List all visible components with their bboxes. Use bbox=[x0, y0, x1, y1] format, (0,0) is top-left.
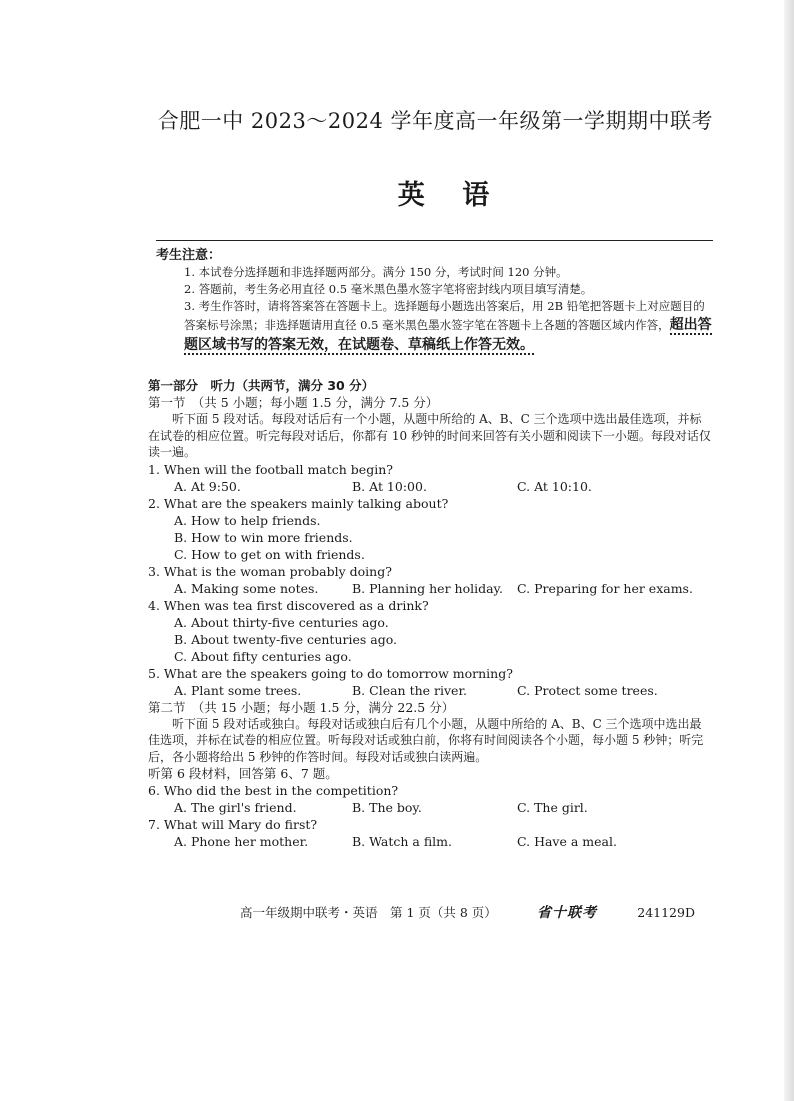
option-c: C. At 10:10. bbox=[517, 478, 592, 494]
option-a: A. Plant some trees. bbox=[174, 682, 302, 698]
option-a: A. Making some notes. bbox=[174, 580, 319, 596]
option-b: B. About twenty-five centuries ago. bbox=[174, 631, 397, 647]
notice-emphasis: 超出答题区域书写的答案无效，在试题卷、草稿纸上作答无效。 bbox=[184, 317, 712, 353]
notice-title: 考生注意： bbox=[156, 248, 222, 263]
option-b: B. How to win more friends. bbox=[174, 529, 353, 545]
option-a: A. How to help friends. bbox=[174, 512, 321, 528]
option-c: C. About fifty centuries ago. bbox=[174, 648, 352, 664]
option-a: A. At 9:50. bbox=[174, 478, 241, 494]
question-text: 2. What are the speakers mainly talking about? bbox=[148, 495, 449, 511]
option-c: C. How to get on with friends. bbox=[174, 546, 365, 562]
exam-title: 合肥一中 2023～2024 学年度高一年级第一学期期中联考 bbox=[157, 109, 713, 133]
page-footer bbox=[240, 902, 695, 922]
section1-title: 第一节 （共 5 小题；每小题 1.5 分，满分 7.5 分） bbox=[148, 395, 439, 410]
section1-instructions: 听下面 5 段对话。每段对话后有一个小题，从题中所给的 A、B、C 三个选项中选出最佳选项，并标在试卷的相应位置。听完每段对话后，你都有 10 秒钟的时间来回答有关小题和阅读下一小题。每段对话仅读一遍。 bbox=[148, 412, 711, 459]
option-a: A. Phone her mother. bbox=[174, 834, 309, 849]
option-c: C. The girl. bbox=[517, 800, 588, 815]
option-c: C. Preparing for her exams. bbox=[517, 580, 693, 596]
option-a: A. The girl's friend. bbox=[174, 800, 297, 815]
material-note: 听第 6 段材料，回答第 6、7 题。 bbox=[148, 766, 338, 781]
subject-title: 英 语 bbox=[397, 180, 504, 211]
section2-instructions: 听下面 5 段对话或独白。每段对话或独白后有几个小题，从题中所给的 A、B、C 三个选项中选出最佳选项，并标在试卷的相应位置。听每段对话或独白前，你将有时间阅读各个小题，每小题 5 秒钟；听完后，各小题将给出 5 秒钟的作答时间。每段对话或独白读两遍。 bbox=[148, 716, 704, 764]
question-text: 5. What are the speakers going to do tomorrow morning? bbox=[148, 665, 513, 681]
question-text: 7. What will Mary do first? bbox=[148, 817, 318, 832]
section2-title: 第二节 （共 15 小题；每小题 1.5 分，满分 22.5 分） bbox=[148, 699, 455, 715]
part1-title: 第一部分 听力（共两节，满分 30 分） bbox=[148, 378, 375, 393]
part1-listening bbox=[148, 377, 713, 850]
footer-page-info: 高一年级期中联考・英语 第 1 页（共 8 页） bbox=[240, 905, 497, 920]
option-b: B. At 10:00. bbox=[352, 478, 427, 494]
question-6 bbox=[148, 782, 713, 816]
scan-edge bbox=[784, 0, 794, 1101]
notice-item-3 bbox=[156, 298, 713, 355]
exam-page bbox=[148, 95, 713, 850]
notice-item-3-text: 3. 考生作答时，请将答案答在答题卡上。选择题每小题选出答案后，用 2B 铅笔把答题卡上对应题目的答案标号涂黑；非选择题请用直径 0.5 毫米黑色墨水签字笔在答题卡上各题的答题区域内作答， bbox=[184, 299, 705, 332]
options-row bbox=[148, 580, 713, 597]
footer-code: 241129D bbox=[637, 904, 695, 920]
question-7 bbox=[148, 816, 713, 850]
option-c: C. Have a meal. bbox=[517, 834, 617, 849]
options-row bbox=[148, 682, 713, 699]
header-rule bbox=[156, 240, 713, 241]
notice-item-1: 1. 本试卷分选择题和非选择题两部分。满分 150 分，考试时间 120 分钟。 bbox=[184, 265, 568, 279]
question-text: 3. What is the woman probably doing? bbox=[148, 563, 392, 579]
options-row bbox=[148, 833, 713, 850]
options-row bbox=[148, 799, 713, 816]
question-text: 1. When will the football match begin? bbox=[148, 461, 393, 477]
option-b: B. The boy. bbox=[352, 800, 422, 815]
option-b: B. Clean the river. bbox=[352, 682, 468, 698]
notice-item-2: 2. 答题前，考生务必用直径 0.5 毫米黑色墨水签字笔将密封线内项目填写清楚。 bbox=[184, 282, 593, 296]
option-b: B. Planning her holiday. bbox=[352, 580, 503, 596]
question-3 bbox=[148, 563, 713, 597]
question-5 bbox=[148, 665, 713, 699]
footer-stamp: 省十联考 bbox=[537, 905, 598, 921]
question-text: 4. When was tea first discovered as a drink? bbox=[148, 597, 429, 613]
notice-block bbox=[156, 247, 713, 355]
option-a: A. About thirty-five centuries ago. bbox=[174, 614, 389, 630]
option-c: C. Protect some trees. bbox=[517, 682, 658, 698]
question-text: 6. Who did the best in the competition? bbox=[148, 783, 399, 798]
question-4 bbox=[148, 597, 713, 665]
question-2 bbox=[148, 495, 713, 563]
option-b: B. Watch a film. bbox=[352, 834, 452, 849]
options-row bbox=[148, 478, 713, 495]
question-1 bbox=[148, 461, 713, 495]
